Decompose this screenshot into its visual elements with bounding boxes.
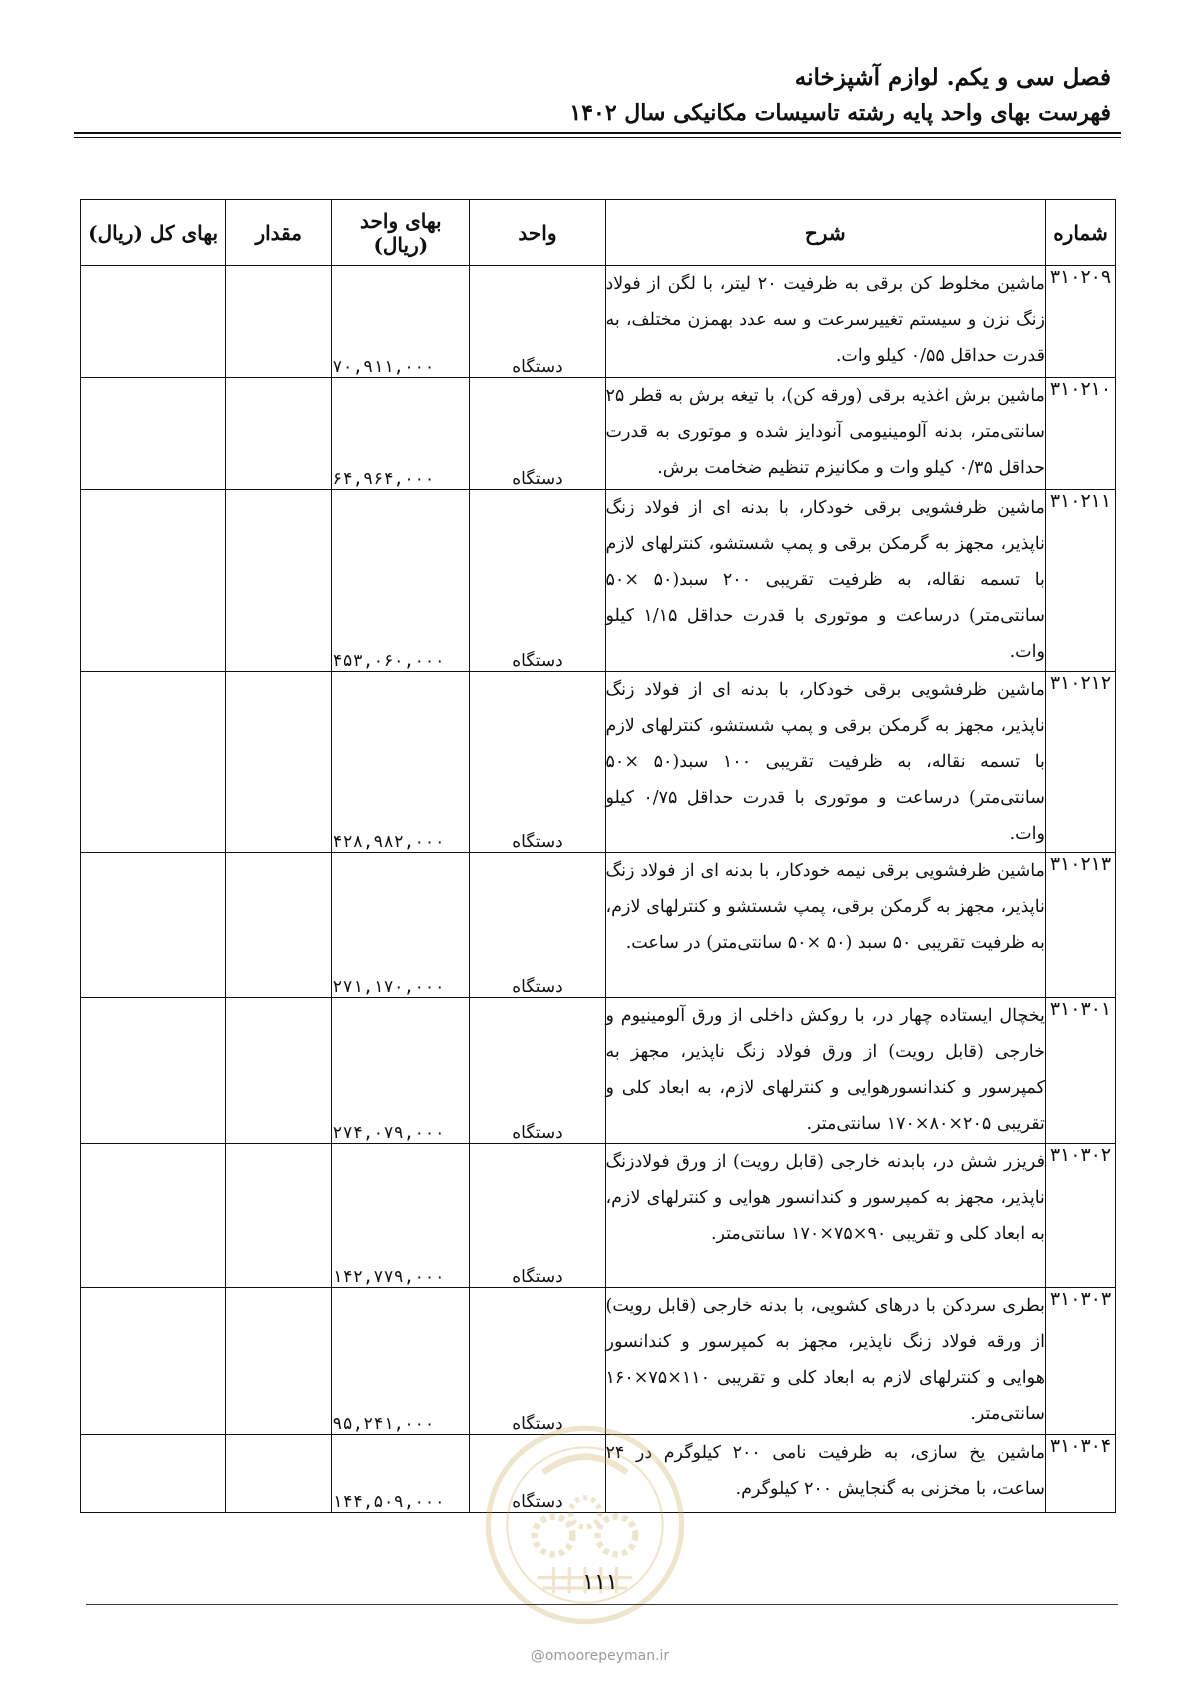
item-unit: دستگاه <box>470 1288 605 1435</box>
item-unit-price: ۲۷۴,۰۷۹,۰۰۰ <box>332 998 470 1144</box>
item-description: ماشین برش اغذیه برقی (ورقه کن)، با تیغه برش به قطر ۲۵ سانتی‌متر، بدنه آلومینیومی آنودایز شده و موتوری به قدرت حداقل ۰/۳۵ کیلو وات و مکانیزم تنظیم ضخامت برش. <box>605 378 1045 490</box>
table-row <box>81 998 1116 1144</box>
header-number: شماره <box>1045 200 1115 266</box>
item-unit-price: ۴۵۳,۰۶۰,۰۰۰ <box>332 490 470 672</box>
item-total <box>81 378 226 490</box>
item-number: ۳۱۰۳۰۴ <box>1045 1435 1115 1513</box>
item-quantity <box>226 266 332 378</box>
table-row <box>81 490 1116 672</box>
item-unit-price: ۶۴,۹۶۴,۰۰۰ <box>332 378 470 490</box>
item-unit: دستگاه <box>470 266 605 378</box>
item-number: ۳۱۰۳۰۲ <box>1045 1144 1115 1288</box>
item-quantity <box>226 672 332 853</box>
item-unit: دستگاه <box>470 378 605 490</box>
item-quantity <box>226 378 332 490</box>
watermark-text: @omoorepeyman.ir <box>530 1648 670 1664</box>
item-unit: دستگاه <box>470 998 605 1144</box>
header-unit: واحد <box>470 200 605 266</box>
item-unit-price: ۷۰,۹۱۱,۰۰۰ <box>332 266 470 378</box>
item-description: بطری سردکن با درهای کشویی، با بدنه خارجی (قابل رویت) از ورقه فولاد زنگ ناپذیر، مجهز به کمپرسور و کندانسور هوایی و کنترلهای لازم به ابعاد کلی و تقریبی ۱۱۰×۷۵×۱۶۰ سانتی‌متر. <box>605 1288 1045 1435</box>
table-row <box>81 378 1116 490</box>
item-description: ماشین مخلوط کن برقی به ظرفیت ۲۰ لیتر، با لگن از فولاد زنگ نزن و سیستم تغییرسرعت و سه عدد بهمزن مختلف، به قدرت حداقل ۰/۵۵ کیلو وات. <box>605 266 1045 378</box>
item-description: فریزر شش در، بابدنه خارجی (قابل رویت) از ورق فولادزنگ ناپذیر، مجهز به کمپرسور و کندانسور هوایی و کنترلهای لازم، به ابعاد کلی و تقریبی ۹۰×۷۵×۱۷۰ سانتی‌متر. <box>605 1144 1045 1288</box>
header-unit-price: بهای واحد (ریال) <box>332 200 470 266</box>
item-total <box>81 672 226 853</box>
item-quantity <box>226 1288 332 1435</box>
table-header-row <box>81 200 1116 266</box>
item-unit-price: ۲۷۱,۱۷۰,۰۰۰ <box>332 853 470 998</box>
chapter-title: فصل سی و یکم. لوازم آشپزخانه <box>794 64 1111 91</box>
page-header <box>569 60 1111 130</box>
header-quantity: مقدار <box>226 200 332 266</box>
item-quantity <box>226 998 332 1144</box>
item-unit: دستگاه <box>470 853 605 998</box>
item-total <box>81 490 226 672</box>
document-subtitle: فهرست بهای واحد پایه رشته تاسیسات مکانیکی سال ۱۴۰۲ <box>569 100 1111 126</box>
item-unit: دستگاه <box>470 1435 605 1513</box>
item-unit-price: ۴۲۸,۹۸۲,۰۰۰ <box>332 672 470 853</box>
header-rule-thin <box>74 137 1121 138</box>
item-number: ۳۱۰۲۱۰ <box>1045 378 1115 490</box>
item-unit-price: ۱۴۲,۷۷۹,۰۰۰ <box>332 1144 470 1288</box>
item-unit-price: ۹۵,۲۴۱,۰۰۰ <box>332 1288 470 1435</box>
item-total <box>81 266 226 378</box>
table-row <box>81 1144 1116 1288</box>
item-description: یخچال ایستاده چهار در، با روکش داخلی از ورق آلومینیوم و خارجی (قابل رویت) از ورق فولاد زنگ ناپذیر، مجهز به کمپرسور و کندانسورهوایی و کنترلهای لازم، به ابعاد کلی و تقریبی ۲۰۵×۸۰×۱۷۰ سانتی‌متر. <box>605 998 1045 1144</box>
item-total <box>81 1435 226 1513</box>
item-number: ۳۱۰۳۰۱ <box>1045 998 1115 1144</box>
item-quantity <box>226 1144 332 1288</box>
item-quantity <box>226 490 332 672</box>
item-number: ۳۱۰۲۱۳ <box>1045 853 1115 998</box>
seal-watermark-icon <box>480 1420 690 1630</box>
item-unit: دستگاه <box>470 672 605 853</box>
item-unit: دستگاه <box>470 490 605 672</box>
table-row <box>81 1288 1116 1435</box>
header-total-price: بهای کل (ریال) <box>81 200 226 266</box>
item-total <box>81 1144 226 1288</box>
table-row <box>81 266 1116 378</box>
item-number: ۳۱۰۲۱۲ <box>1045 672 1115 853</box>
item-description: ماشین ظرفشویی برقی خودکار، با بدنه ای از فولاد زنگ ناپذیر، مجهز به گرمکن برقی و پمپ شستشو، کنترلهای لازم با تسمه نقاله، به ظرفیت تقریبی ۱۰۰ سبد(۵۰ ×۵۰ سانتی‌متر) درساعت و موتوری با قدرت حداقل ۰/۷۵ کیلو وات. <box>605 672 1045 853</box>
header-rule <box>74 132 1121 134</box>
item-unit-price: ۱۴۴,۵۰۹,۰۰۰ <box>332 1435 470 1513</box>
item-description: ماشین ظرفشویی برقی خودکار، با بدنه ای از فولاد زنگ ناپذیر، مجهز به گرمکن برقی و پمپ شستشو، کنترلهای لازم با تسمه نقاله، به ظرفیت تقریبی ۲۰۰ سبد(۵۰ ×۵۰ سانتی‌متر) درساعت و موتوری با قدرت حداقل ۱/۱۵ کیلو وات. <box>605 490 1045 672</box>
item-description: ماشین ظرفشویی برقی نیمه خودکار، با بدنه ای از فولاد زنگ ناپذیر، مجهز به گرمکن برقی، پمپ شستشو و کنترلهای لازم، به ظرفیت تقریبی ۵۰ سبد (۵۰ ×۵۰ سانتی‌متر) در ساعت. <box>605 853 1045 998</box>
item-quantity <box>226 1435 332 1513</box>
table-row <box>81 853 1116 998</box>
item-total <box>81 998 226 1144</box>
item-description: ماشین یخ سازی، به ظرفیت نامی ۲۰۰ کیلوگرم در ۲۴ ساعت، با مخزنی به گنجایش ۲۰۰ کیلوگرم. <box>605 1435 1045 1513</box>
item-total <box>81 853 226 998</box>
item-number: ۳۱۰۲۱۱ <box>1045 490 1115 672</box>
footer-rule <box>86 1604 1118 1605</box>
item-number: ۳۱۰۳۰۳ <box>1045 1288 1115 1435</box>
table-row <box>81 672 1116 853</box>
page-number: ۱۱۱ <box>582 1570 618 1595</box>
header-description: شرح <box>605 200 1045 266</box>
price-table <box>80 199 1116 1513</box>
item-unit: دستگاه <box>470 1144 605 1288</box>
item-quantity <box>226 853 332 998</box>
item-number: ۳۱۰۲۰۹ <box>1045 266 1115 378</box>
item-total <box>81 1288 226 1435</box>
